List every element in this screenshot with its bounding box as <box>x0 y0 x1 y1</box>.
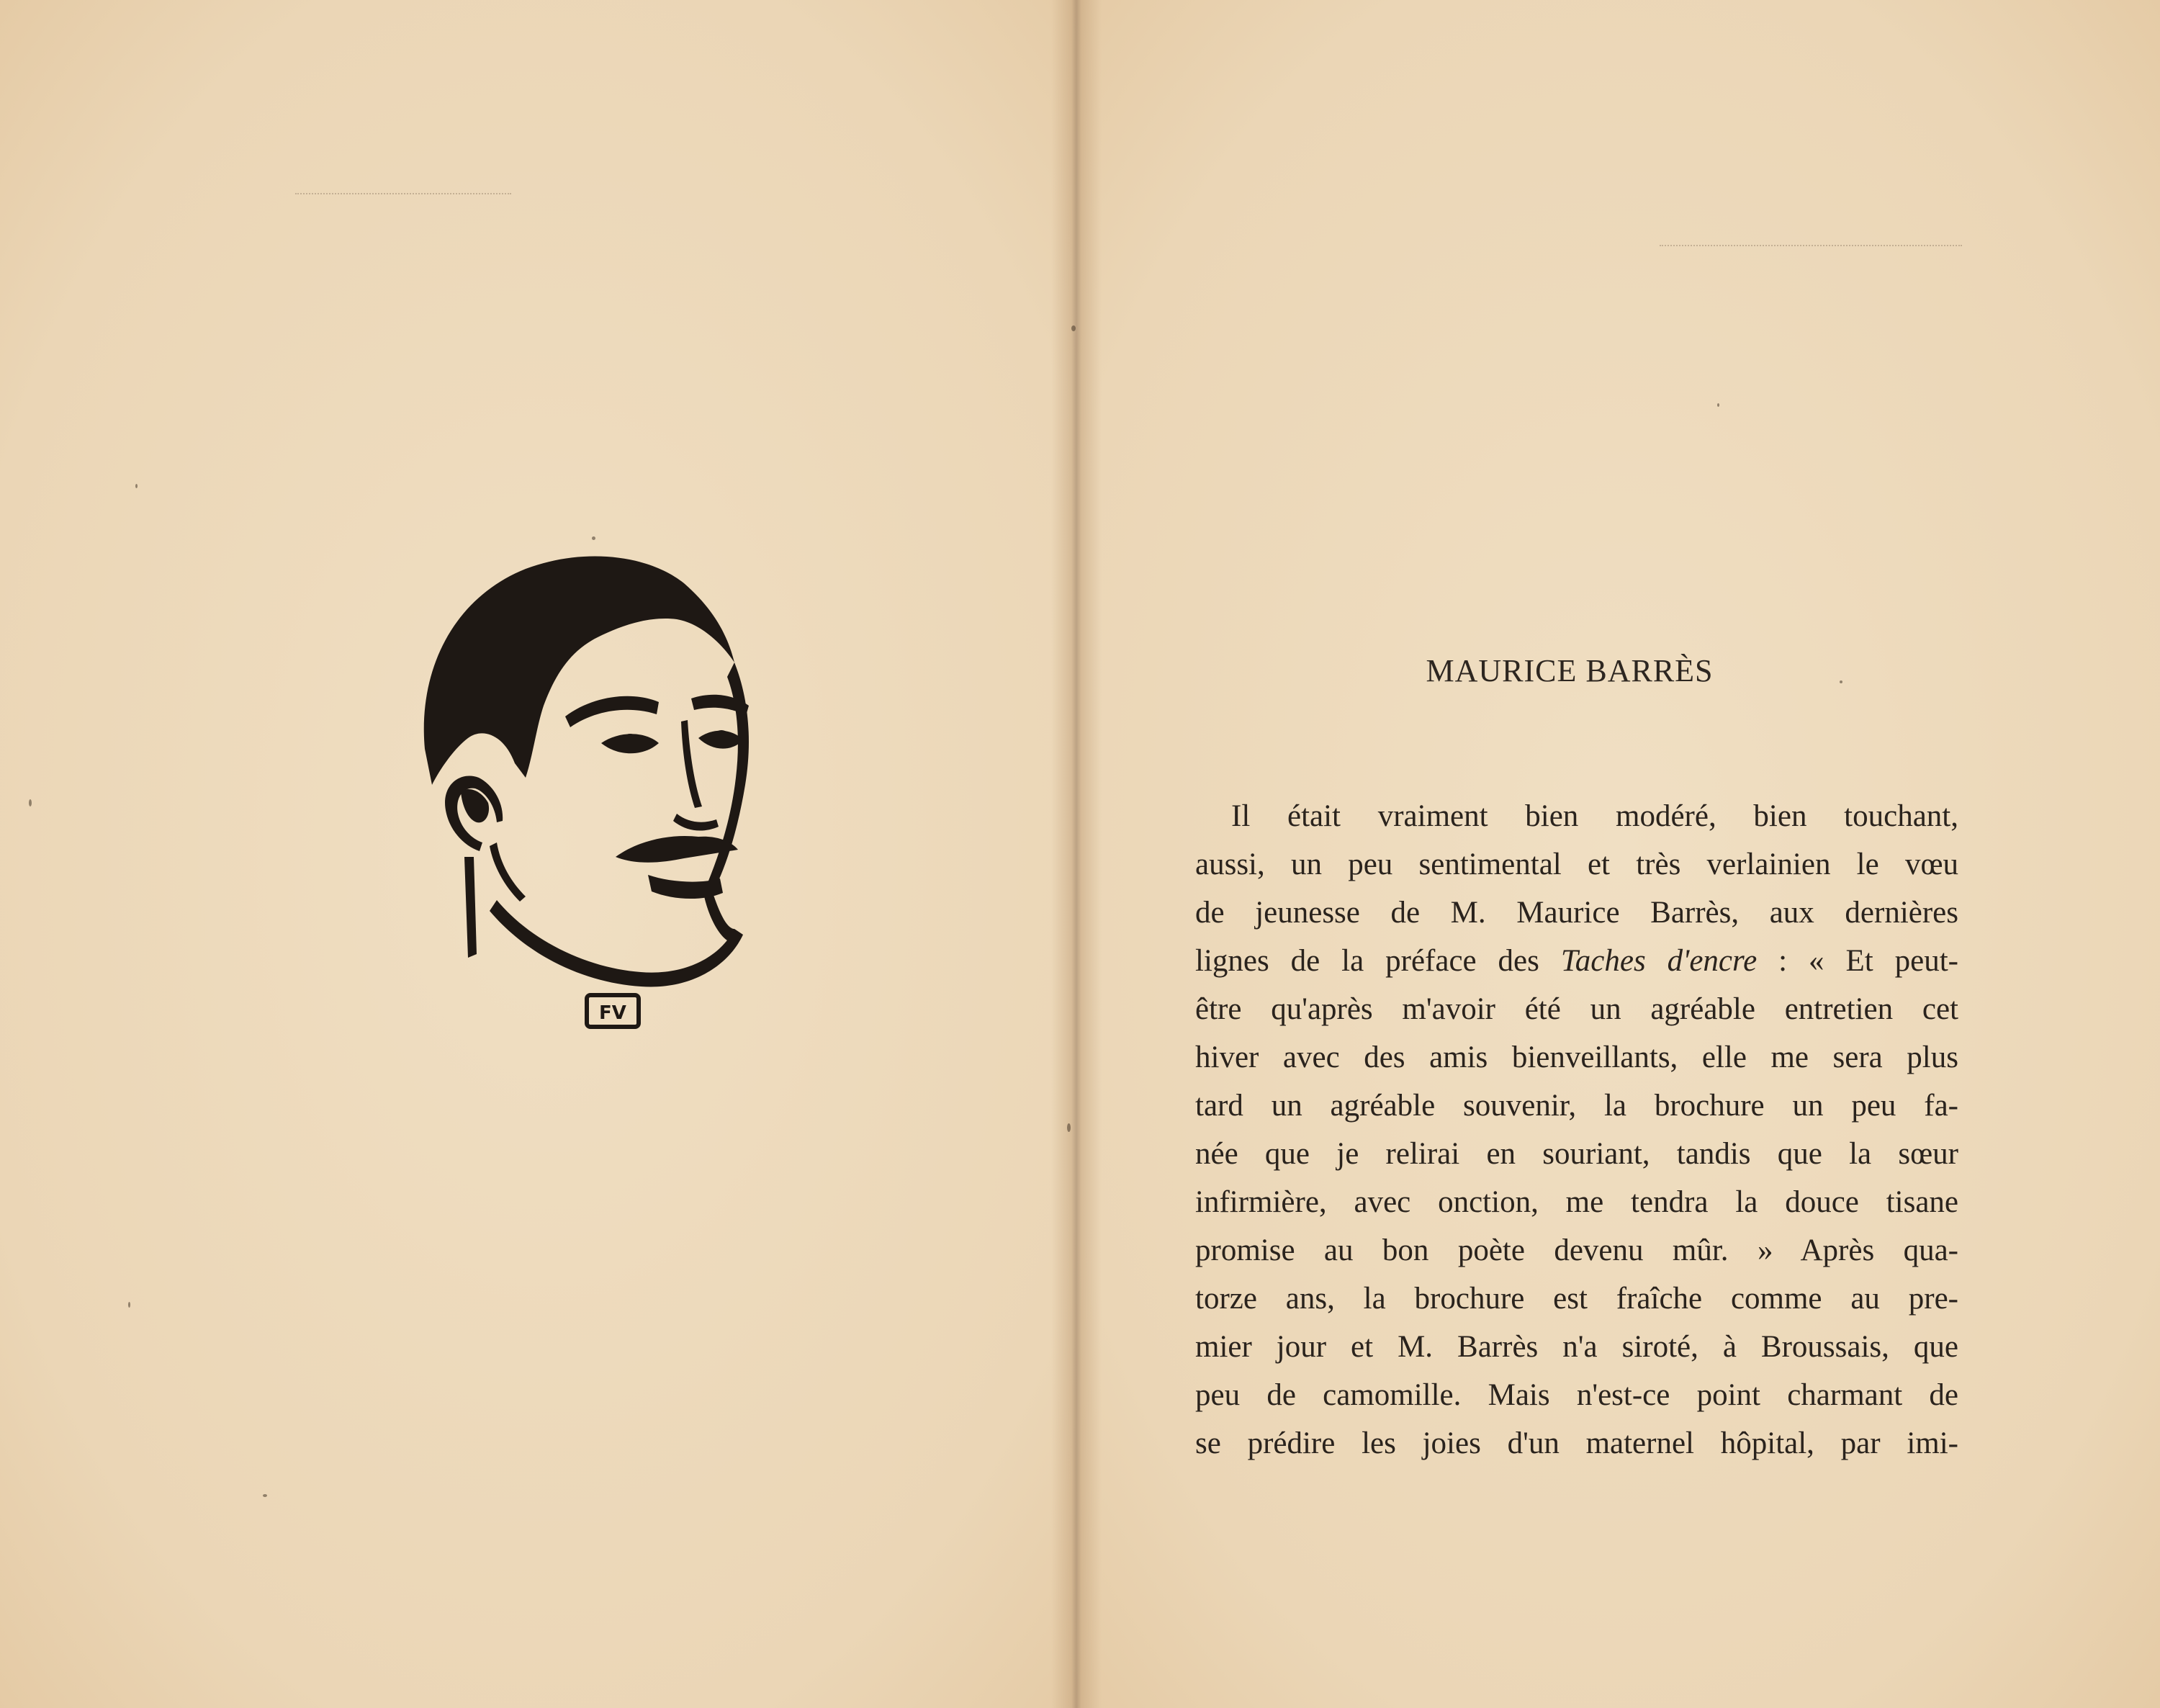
text-segment: : « Et peut- <box>1757 944 1958 978</box>
book-gutter <box>1051 0 1102 1708</box>
faint-show-through-rule <box>1660 245 1962 246</box>
paper-speck <box>29 799 32 806</box>
paper-speck <box>263 1494 267 1497</box>
paper-speck <box>135 484 138 488</box>
text-line: aussi, un peu sentimental et très verlainien le vœu <box>1195 848 1958 881</box>
text-line: se prédire les joies d'un maternel hôpital, par imi- <box>1195 1426 1958 1460</box>
text-line-with-italic <box>1195 937 1958 985</box>
paper-speck <box>1071 325 1076 331</box>
text-line: torze ans, la brochure est fraîche comme au pre- <box>1195 1282 1958 1316</box>
paper-speck <box>592 536 595 540</box>
book-title-italic: Taches d'encre <box>1560 944 1758 978</box>
text-line: mier jour et M. Barrès n'a siroté, à Broussais, que <box>1195 1330 1958 1364</box>
text-line: Il était vraiment bien modéré, bien touchant, <box>1231 799 1958 833</box>
paper-speck <box>1717 403 1719 407</box>
text-line: infirmière, avec onction, me tendra la douce tisane <box>1195 1185 1958 1219</box>
left-page <box>0 0 1073 1708</box>
paper-speck <box>1067 1123 1071 1132</box>
text-segment: lignes de la préface des <box>1195 944 1561 978</box>
text-line: peu de camomille. Mais n'est-ce point charmant de <box>1195 1378 1958 1412</box>
page-title: MAURICE BARRÈS <box>1426 653 1714 688</box>
faint-show-through-rule <box>295 193 511 194</box>
text-line: née que je relirai en souriant, tandis que la sœur <box>1195 1137 1958 1171</box>
text-line: de jeunesse de M. Maurice Barrès, aux dernières <box>1195 896 1958 930</box>
body-text <box>1195 792 1958 1467</box>
monogram-label: FV <box>599 1002 626 1024</box>
text-line: être qu'après m'avoir été un agréable entretien cet <box>1195 992 1958 1026</box>
text-line: tard un agréable souvenir, la brochure un peu fa- <box>1195 1089 1958 1123</box>
text-line: promise au bon poète devenu mûr. » Après qua- <box>1195 1233 1958 1267</box>
text-line: hiver avec des amis bienveillants, elle me sera plus <box>1195 1040 1958 1074</box>
paper-speck <box>1840 680 1842 683</box>
paper-speck <box>128 1302 130 1308</box>
